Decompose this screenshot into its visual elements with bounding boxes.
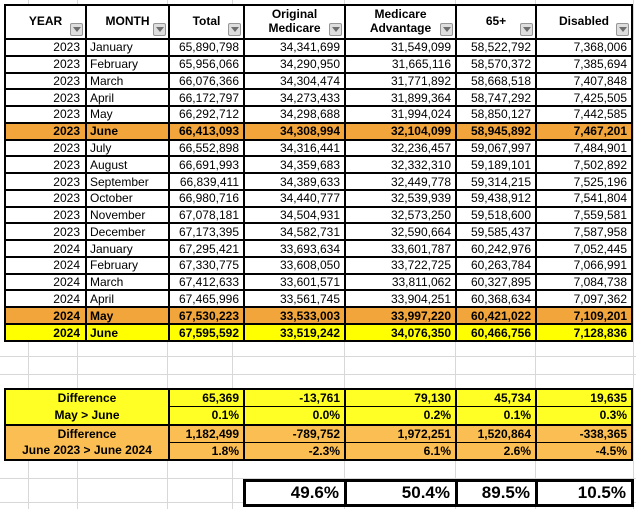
cell-medicare-advantage[interactable]: 32,590,664 [345,223,456,240]
table-row [5,106,632,123]
cell-original-medicare[interactable]: 33,608,050 [244,257,345,274]
grid-line [0,374,636,375]
summary-label-line1: Difference [57,426,117,441]
cell-65plus[interactable]: 59,438,912 [456,190,536,207]
summary-diff-disabled[interactable]: -338,365 [536,425,632,443]
table-row [5,240,632,257]
cell-year[interactable]: 2024 [5,240,86,257]
cell-total[interactable]: 66,292,712 [169,106,244,123]
column-header-label: MONTH [105,14,150,29]
column-header-disabled[interactable] [536,5,632,39]
header-row [5,5,632,39]
cell-year[interactable]: 2024 [5,274,86,291]
column-header-label: Total [192,14,221,29]
cell-month[interactable]: March [86,73,169,90]
chevron-down-icon [619,27,627,32]
cell-65plus[interactable]: 58,945,892 [456,123,536,140]
table-row [5,307,632,324]
cell-medicare-advantage[interactable]: 31,549,099 [345,39,456,56]
cell-month[interactable]: February [86,56,169,73]
summary-row-difference [5,425,632,443]
column-header-label: 65+ [485,14,507,29]
cell-original-medicare[interactable]: 34,504,931 [244,207,345,224]
cell-total[interactable]: 67,412,633 [169,274,244,291]
chevron-down-icon [443,27,451,32]
cell-65plus[interactable]: 60,242,976 [456,240,536,257]
summary-row-difference [5,389,632,407]
cell-medicare-advantage[interactable]: 33,601,787 [345,240,456,257]
cell-disabled[interactable]: 7,442,585 [536,106,632,123]
cell-total[interactable]: 67,078,181 [169,207,244,224]
table-row [5,156,632,173]
cell-year[interactable]: 2023 [5,56,86,73]
cell-total[interactable]: 67,330,775 [169,257,244,274]
table-row [5,56,632,73]
cell-original-medicare[interactable]: 33,601,571 [244,274,345,291]
cell-disabled[interactable]: 7,559,581 [536,207,632,224]
table-row [245,481,633,506]
cell-original-medicare[interactable]: 34,290,950 [244,56,345,73]
cell-month[interactable]: June [86,123,169,140]
filter-dropdown-icon[interactable] [70,23,83,36]
summary-diff-disabled[interactable]: 19,635 [536,389,632,407]
chevron-down-icon [73,27,81,32]
filter-dropdown-icon[interactable] [228,23,241,36]
cell-total[interactable]: 67,173,395 [169,223,244,240]
summary-pct-65plus[interactable]: 2.6% [456,442,536,460]
filter-dropdown-icon[interactable] [153,23,166,36]
table-row [5,274,632,291]
cell-total[interactable]: 66,839,411 [169,173,244,190]
filter-dropdown-icon[interactable] [520,23,533,36]
table-row [5,140,632,157]
cell-65plus[interactable]: 59,585,437 [456,223,536,240]
cell-medicare-advantage[interactable]: 32,104,099 [345,123,456,140]
cell-total[interactable]: 65,890,798 [169,39,244,56]
cell-original-medicare[interactable]: 34,440,777 [244,190,345,207]
summary-pct-disabled[interactable]: -4.5% [536,442,632,460]
footer-percent-original-medicare[interactable]: 49.6% [245,481,346,506]
table-row [5,89,632,106]
cell-disabled[interactable]: 7,467,201 [536,123,632,140]
cell-month[interactable]: April [86,89,169,106]
cell-medicare-advantage[interactable]: 33,811,062 [345,274,456,291]
cell-year[interactable]: 2024 [5,290,86,307]
table-row [5,39,632,56]
cell-disabled[interactable]: 7,541,804 [536,190,632,207]
table-row [5,123,632,140]
cell-disabled[interactable]: 7,109,201 [536,307,632,324]
cell-medicare-advantage[interactable]: 32,539,939 [345,190,456,207]
column-header-medicare-advantage[interactable] [345,5,456,39]
cell-month[interactable]: October [86,190,169,207]
summary-diff-65plus[interactable]: 1,520,864 [456,425,536,443]
cell-total[interactable]: 66,172,797 [169,89,244,106]
chevron-down-icon [332,27,340,32]
column-header-label: YEAR [28,14,63,29]
difference-summary-table [4,388,633,461]
cell-65plus[interactable]: 58,668,518 [456,73,536,90]
cell-65plus[interactable]: 60,368,634 [456,290,536,307]
grid-line [0,356,636,357]
cell-month[interactable]: December [86,223,169,240]
filter-dropdown-icon[interactable] [329,23,342,36]
cell-month[interactable]: November [86,207,169,224]
cell-medicare-advantage[interactable]: 31,665,116 [345,56,456,73]
cell-disabled[interactable]: 7,407,848 [536,73,632,90]
grid-line [633,0,634,509]
cell-year[interactable]: 2024 [5,324,86,341]
cell-65plus[interactable]: 60,421,022 [456,307,536,324]
summary-label-line2: May > June [54,407,120,422]
summary-pct-65plus[interactable]: 0.1% [456,407,536,425]
cell-medicare-advantage[interactable]: 31,899,364 [345,89,456,106]
cell-year[interactable]: 2023 [5,207,86,224]
cell-total[interactable]: 67,595,592 [169,324,244,341]
cell-medicare-advantage[interactable]: 33,904,251 [345,290,456,307]
cell-disabled[interactable]: 7,587,958 [536,223,632,240]
filter-dropdown-icon[interactable] [616,23,629,36]
cell-original-medicare[interactable]: 34,341,699 [244,39,345,56]
cell-year[interactable]: 2023 [5,156,86,173]
summary-diff-medicare-advantage[interactable]: 79,130 [345,389,456,407]
cell-original-medicare[interactable]: 34,308,994 [244,123,345,140]
table-row [5,290,632,307]
cell-total[interactable]: 67,295,421 [169,240,244,257]
table-row [5,207,632,224]
cell-year[interactable]: 2024 [5,257,86,274]
summary-pct-medicare-advantage[interactable]: 0.2% [345,407,456,425]
cell-medicare-advantage[interactable]: 34,076,350 [345,324,456,341]
summary-pct-original-medicare[interactable]: 0.0% [244,407,345,425]
cell-disabled[interactable]: 7,084,738 [536,274,632,291]
cell-65plus[interactable]: 59,067,997 [456,140,536,157]
cell-original-medicare[interactable]: 34,316,441 [244,140,345,157]
column-header-label: Medicare Advantage [369,7,432,35]
summary-pct-disabled[interactable]: 0.3% [536,407,632,425]
summary-diff-original-medicare[interactable]: -789,752 [244,425,345,443]
summary-diff-medicare-advantage[interactable]: 1,972,251 [345,425,456,443]
chevron-down-icon [156,27,164,32]
cell-month[interactable]: January [86,39,169,56]
summary-diff-total[interactable]: 65,369 [169,389,244,407]
cell-year[interactable]: 2023 [5,223,86,240]
cell-total[interactable]: 66,691,993 [169,156,244,173]
cell-medicare-advantage[interactable]: 33,997,220 [345,307,456,324]
cell-65plus[interactable]: 58,747,292 [456,89,536,106]
cell-original-medicare[interactable]: 34,582,731 [244,223,345,240]
column-header-month[interactable] [86,5,169,39]
cell-medicare-advantage[interactable]: 32,573,250 [345,207,456,224]
cell-65plus[interactable]: 59,518,600 [456,207,536,224]
cell-year[interactable]: 2023 [5,89,86,106]
table-row [5,173,632,190]
cell-month[interactable]: June [86,324,169,341]
cell-total[interactable]: 67,530,223 [169,307,244,324]
cell-65plus[interactable]: 59,314,215 [456,173,536,190]
cell-year[interactable]: 2023 [5,73,86,90]
column-header-total[interactable] [169,5,244,39]
cell-disabled[interactable]: 7,484,901 [536,140,632,157]
table-row [5,190,632,207]
cell-disabled[interactable]: 7,385,694 [536,56,632,73]
footer-percent-disabled[interactable]: 10.5% [537,481,633,506]
cell-medicare-advantage[interactable]: 32,449,778 [345,173,456,190]
summary-pct-original-medicare[interactable]: -2.3% [244,442,345,460]
cell-year[interactable]: 2024 [5,307,86,324]
chevron-down-icon [523,27,531,32]
cell-disabled[interactable]: 7,052,445 [536,240,632,257]
table-row [5,73,632,90]
summary-pct-medicare-advantage[interactable]: 6.1% [345,442,456,460]
cell-original-medicare[interactable]: 33,519,242 [244,324,345,341]
cell-original-medicare[interactable]: 33,693,634 [244,240,345,257]
cell-65plus[interactable]: 58,522,792 [456,39,536,56]
medicare-enrollment-table [4,4,633,342]
summary-pct-total[interactable]: 0.1% [169,407,244,425]
cell-month[interactable]: March [86,274,169,291]
cell-total[interactable]: 65,956,066 [169,56,244,73]
cell-total[interactable]: 66,980,716 [169,190,244,207]
summary-diff-65plus[interactable]: 45,734 [456,389,536,407]
cell-total[interactable]: 66,413,093 [169,123,244,140]
cell-year[interactable]: 2023 [5,140,86,157]
cell-month[interactable]: September [86,173,169,190]
cell-year[interactable]: 2023 [5,123,86,140]
cell-65plus[interactable]: 60,327,895 [456,274,536,291]
cell-65plus[interactable]: 60,263,784 [456,257,536,274]
table-row [5,324,632,341]
cell-original-medicare[interactable]: 33,561,745 [244,290,345,307]
cell-disabled[interactable]: 7,368,006 [536,39,632,56]
cell-65plus[interactable]: 60,466,756 [456,324,536,341]
cell-year[interactable]: 2023 [5,106,86,123]
cell-month[interactable]: April [86,290,169,307]
cell-month[interactable]: January [86,240,169,257]
cell-original-medicare[interactable]: 34,359,683 [244,156,345,173]
column-header-label: Disabled [558,14,609,29]
cell-disabled[interactable]: 7,502,892 [536,156,632,173]
table-row [5,257,632,274]
cell-65plus[interactable]: 58,850,127 [456,106,536,123]
column-header-label: Original Medicare [268,7,321,35]
summary-label[interactable] [5,389,169,425]
cell-disabled[interactable]: 7,525,196 [536,173,632,190]
chevron-down-icon [231,27,239,32]
cell-disabled[interactable]: 7,425,505 [536,89,632,106]
cell-year[interactable]: 2023 [5,173,86,190]
cell-month[interactable]: July [86,140,169,157]
footer-percent-65plus[interactable]: 89.5% [457,481,537,506]
cell-disabled[interactable]: 7,128,836 [536,324,632,341]
column-header-original-medicare[interactable] [244,5,345,39]
cell-65plus[interactable]: 58,570,372 [456,56,536,73]
cell-original-medicare[interactable]: 33,533,003 [244,307,345,324]
cell-month[interactable]: May [86,106,169,123]
summary-diff-original-medicare[interactable]: -13,761 [244,389,345,407]
cell-65plus[interactable]: 59,189,101 [456,156,536,173]
table-row [5,223,632,240]
cell-disabled[interactable]: 7,066,991 [536,257,632,274]
cell-original-medicare[interactable]: 34,298,688 [244,106,345,123]
summary-label-line1: Difference [57,391,117,405]
summary-label[interactable] [5,425,169,461]
footer-percent-medicare-advantage[interactable]: 50.4% [346,481,457,506]
summary-diff-total[interactable]: 1,182,499 [169,425,244,443]
column-header-year[interactable] [5,5,86,39]
cell-year[interactable]: 2023 [5,39,86,56]
cell-medicare-advantage[interactable]: 32,236,457 [345,140,456,157]
cell-original-medicare[interactable]: 34,389,633 [244,173,345,190]
column-header-65plus[interactable] [456,5,536,39]
summary-pct-total[interactable]: 1.8% [169,442,244,460]
share-percentage-row [243,479,634,507]
cell-medicare-advantage[interactable]: 31,771,892 [345,73,456,90]
cell-month[interactable]: May [86,307,169,324]
cell-medicare-advantage[interactable]: 32,332,310 [345,156,456,173]
cell-month[interactable]: August [86,156,169,173]
cell-total[interactable]: 66,076,366 [169,73,244,90]
cell-disabled[interactable]: 7,097,362 [536,290,632,307]
cell-total[interactable]: 66,552,898 [169,140,244,157]
summary-label-line2: June 2023 > June 2024 [22,443,152,458]
cell-medicare-advantage[interactable]: 33,722,725 [345,257,456,274]
cell-year[interactable]: 2023 [5,190,86,207]
cell-original-medicare[interactable]: 34,273,433 [244,89,345,106]
cell-original-medicare[interactable]: 34,304,474 [244,73,345,90]
cell-month[interactable]: February [86,257,169,274]
filter-dropdown-icon[interactable] [440,23,453,36]
cell-medicare-advantage[interactable]: 31,994,024 [345,106,456,123]
cell-total[interactable]: 67,465,996 [169,290,244,307]
